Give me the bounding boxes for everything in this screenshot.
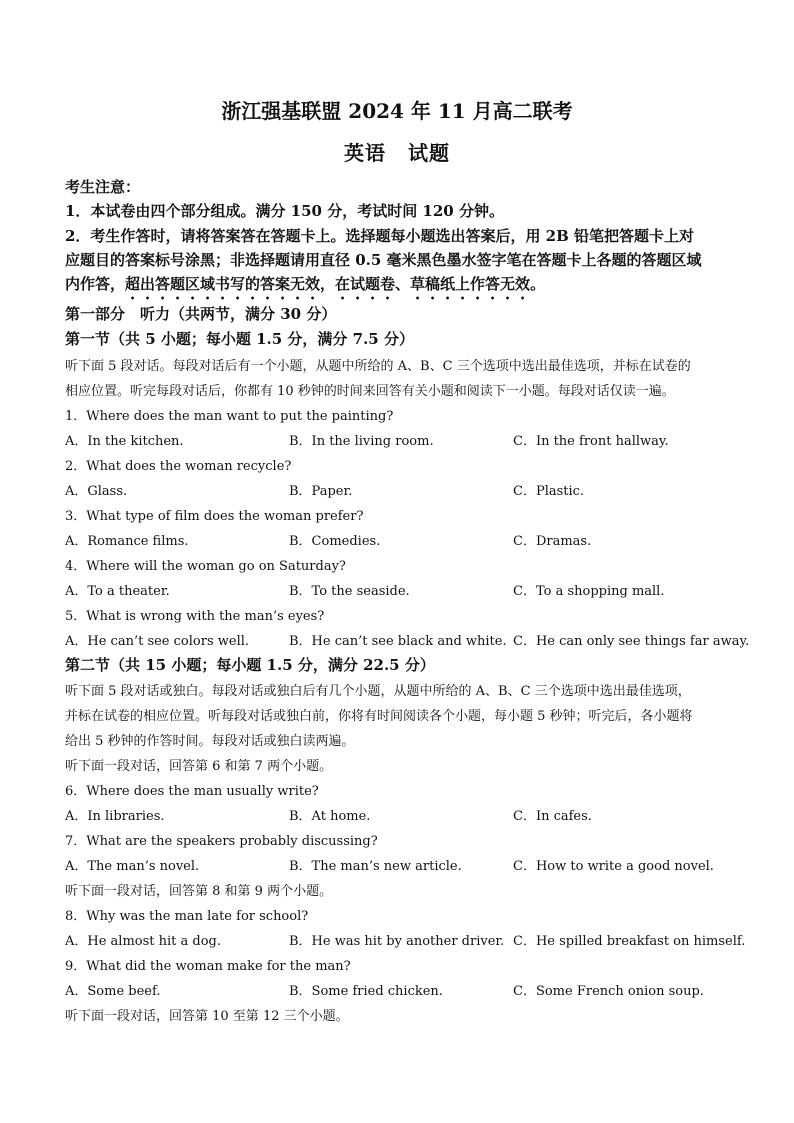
- q4-option-b: B．To the seaside.: [289, 584, 410, 599]
- section2-instructions-line-3: 给出 5 秒钟的作答时间。每段对话或独白读两遍。: [65, 734, 355, 749]
- question-8: 8．Why was the man late for school?: [65, 909, 309, 924]
- intro-6-7: 听下面一段对话，回答第 6 和第 7 两个小题。: [65, 759, 333, 774]
- q7-option-a: A．The man’s novel.: [65, 859, 200, 874]
- question-2: 2．What does the woman recycle?: [65, 459, 292, 474]
- note-text: 内作答，: [65, 275, 126, 293]
- q9-option-c: C．Some French onion soup.: [513, 984, 704, 999]
- q2-option-a: A．Glass.: [65, 484, 128, 499]
- section1-heading: 第一节（共 5 小题；每小题 1.5 分，满分 7.5 分）: [65, 330, 414, 348]
- question-7: 7．What are the speakers probably discussing?: [65, 834, 378, 849]
- note-text: ，: [320, 275, 336, 293]
- q9-option-a: A．Some beef.: [65, 984, 161, 999]
- q2-option-b: B．Paper.: [289, 484, 353, 499]
- notes-heading: 考生注意：: [65, 178, 141, 196]
- q6-option-b: B．At home.: [289, 809, 371, 824]
- note-2-line-2: 应题目的答案标号涂黑；非选择题请用直径 0.5 毫米黑色墨水签字笔在答题卡上各题的答题区域: [65, 251, 702, 269]
- subject-suffix: 试题: [408, 141, 450, 165]
- section2-instructions-line-1: 听下面 5 段对话或独白。每段对话或独白后有几个小题，从题中所给的 A、B、C 三个选项中选出最佳选项，: [65, 684, 691, 699]
- question-4: 4．Where will the woman go on Saturday?: [65, 559, 346, 574]
- question-6: 6．Where does the man usually write?: [65, 784, 319, 799]
- note-2-line-1: 2．考生作答时，请将答案答在答题卡上。选择题每小题选出答案后，用 2B 铅笔把答题卡上对: [65, 227, 695, 245]
- q5-option-c: C．He can only see things far away.: [513, 634, 750, 649]
- part1-heading: 第一部分 听力（共两节，满分 30 分）: [65, 305, 337, 323]
- q8-option-b: B．He was hit by another driver.: [289, 934, 505, 949]
- q7-option-c: C．How to write a good novel.: [513, 859, 714, 874]
- q5-option-a: A．He can’t see colors well.: [65, 634, 250, 649]
- intro-8-9: 听下面一段对话，回答第 8 和第 9 两个小题。: [65, 884, 333, 899]
- q3-option-a: A．Romance films.: [65, 534, 189, 549]
- q3-option-b: B．Comedies.: [289, 534, 381, 549]
- section2-heading: 第二节（共 15 小题；每小题 1.5 分，满分 22.5 分）: [65, 656, 435, 674]
- q9-option-b: B．Some fried chicken.: [289, 984, 443, 999]
- q8-option-a: A．He almost hit a dog.: [65, 934, 222, 949]
- q7-option-b: B．The man’s new article.: [289, 859, 462, 874]
- q6-option-a: A．In libraries.: [65, 809, 165, 824]
- q1-option-c: C．In the front hallway.: [513, 434, 669, 449]
- q5-option-b: B．He can’t see black and white.: [289, 634, 507, 649]
- note-text: 。: [530, 275, 546, 293]
- q2-option-c: C．Plastic.: [513, 484, 585, 499]
- question-5: 5．What is wrong with the man’s eyes?: [65, 609, 325, 624]
- q4-option-c: C．To a shopping mall.: [513, 584, 665, 599]
- q1-option-b: B．In the living room.: [289, 434, 434, 449]
- intro-10-12: 听下面一段对话，回答第 10 至第 12 三个小题。: [65, 1009, 349, 1024]
- note-emphasis: 超出答题区域书写的答案无效: [125, 275, 321, 293]
- question-9: 9．What did the woman make for the man?: [65, 959, 351, 974]
- note-emphasis: 在试题卷、草稿纸上作答无效: [335, 275, 531, 293]
- exam-subject-title: [0, 137, 794, 166]
- section2-instructions-line-2: 并标在试卷的相应位置。听每段对话或独白前，你将有时间阅读各个小题，每小题 5 秒钟；听完后，各小题将: [65, 709, 693, 724]
- exam-title: 浙江强基联盟 2024 年 11 月高二联考: [221, 99, 573, 123]
- note-1: 1．本试卷由四个部分组成。满分 150 分，考试时间 120 分钟。: [65, 202, 504, 220]
- section1-instructions-line-2: 相应位置。听完每段对话后，你都有 10 秒钟的时间来回答有关小题和阅读下一小题。每段对话仅读一遍。: [65, 384, 675, 399]
- q1-option-a: A．In the kitchen.: [65, 434, 184, 449]
- note-2-line-3: [65, 273, 545, 303]
- question-1: 1．Where does the man want to put the painting?: [65, 409, 394, 424]
- q6-option-c: C．In cafes.: [513, 809, 592, 824]
- question-3: 3．What type of film does the woman prefer?: [65, 509, 364, 524]
- q8-option-c: C．He spilled breakfast on himself.: [513, 934, 746, 949]
- subject-name: 英语: [344, 141, 386, 165]
- q3-option-c: C．Dramas.: [513, 534, 592, 549]
- q4-option-a: A．To a theater.: [65, 584, 170, 599]
- section1-instructions-line-1: 听下面 5 段对话。每段对话后有一个小题，从题中所给的 A、B、C 三个选项中选出最佳选项，并标在试卷的: [65, 359, 691, 374]
